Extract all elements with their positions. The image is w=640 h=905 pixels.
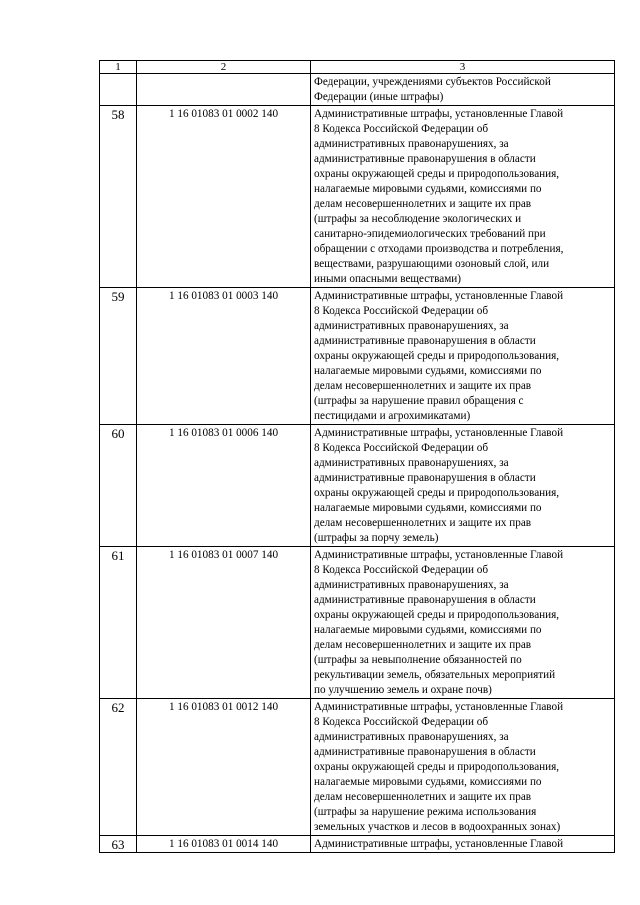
row-description	[311, 547, 615, 699]
table-row	[100, 547, 615, 699]
table-row	[100, 106, 615, 288]
description-line: административные правонарушения в области	[314, 153, 536, 165]
row-number: 60	[100, 425, 137, 547]
description-line: Федерации (иные штрафы)	[314, 91, 444, 103]
description-line: (штрафы за невыполнение обязанностей по	[314, 654, 522, 666]
row-code: 1 16 01083 01 0007 140	[137, 547, 311, 699]
header-col-1: 1	[100, 61, 137, 74]
description-line: (штрафы за нарушение правил обращения с	[314, 395, 524, 407]
description-line: рекультивации земель, обязательных мероприятий	[314, 669, 556, 681]
description-line: 8 Кодекса Российской Федерации об	[314, 716, 489, 728]
row-number: 61	[100, 547, 137, 699]
description-line: Федерации, учреждениями субъектов Российской	[314, 76, 551, 88]
description-line: Административные штрафы, установленные Главой	[314, 838, 564, 850]
table-row-continuation	[100, 74, 615, 106]
description-line: санитарно-эпидемиологических требований при	[314, 228, 546, 240]
description-line: налагаемые мировыми судьями, комиссиями по	[314, 624, 542, 636]
table-header-row	[100, 61, 615, 74]
description-line: налагаемые мировыми судьями, комиссиями по	[314, 502, 542, 514]
description-line: 8 Кодекса Российской Федерации об	[314, 564, 489, 576]
table-body	[100, 106, 615, 853]
description-line: по улучшению земель и охране почв)	[314, 684, 492, 696]
description-line: Административные штрафы, установленные Главой	[314, 549, 564, 561]
description-line: налагаемые мировыми судьями, комиссиями по	[314, 183, 542, 195]
table-row	[100, 836, 615, 853]
description-line: охраны окружающей среды и природопользования,	[314, 487, 560, 499]
table-row	[100, 425, 615, 547]
row-description	[311, 699, 615, 836]
table-row	[100, 288, 615, 425]
table-row	[100, 699, 615, 836]
description-line: 8 Кодекса Российской Федерации об	[314, 123, 489, 135]
row-number: 59	[100, 288, 137, 425]
description-line: Административные штрафы, установленные Главой	[314, 108, 564, 120]
description-line: охраны окружающей среды и природопользования,	[314, 761, 560, 773]
description-line: 8 Кодекса Российской Федерации об	[314, 305, 489, 317]
row-code	[137, 74, 311, 106]
description-line: Административные штрафы, установленные Главой	[314, 701, 564, 713]
row-code: 1 16 01083 01 0012 140	[137, 699, 311, 836]
description-line: Административные штрафы, установленные Главой	[314, 427, 564, 439]
row-number: 62	[100, 699, 137, 836]
description-line: охраны окружающей среды и природопользования,	[314, 168, 560, 180]
description-line: (штрафы за нарушение режима использования	[314, 806, 537, 818]
row-description	[311, 74, 615, 106]
description-line: охраны окружающей среды и природопользования,	[314, 350, 560, 362]
description-line: Административные штрафы, установленные Главой	[314, 290, 564, 302]
row-description	[311, 106, 615, 288]
description-line: делам несовершеннолетних и защите их прав	[314, 639, 532, 651]
description-line: (штрафы за несоблюдение экологических и	[314, 213, 522, 225]
description-line: иными опасными веществами)	[314, 273, 462, 285]
revenue-codes-table	[99, 60, 615, 853]
description-line: (штрафы за порчу земель)	[314, 532, 439, 544]
description-line: пестицидами и агрохимикатами)	[314, 410, 471, 422]
description-line: делам несовершеннолетних и защите их прав	[314, 517, 532, 529]
description-line: административных правонарушениях, за	[314, 731, 509, 743]
description-line: делам несовершеннолетних и защите их прав	[314, 791, 532, 803]
description-line: административных правонарушениях, за	[314, 457, 509, 469]
row-description	[311, 836, 615, 853]
description-line: делам несовершеннолетних и защите их прав	[314, 198, 532, 210]
description-line: обращении с отходами производства и потребления,	[314, 243, 564, 255]
row-code: 1 16 01083 01 0002 140	[137, 106, 311, 288]
document-page	[99, 60, 614, 853]
row-description	[311, 425, 615, 547]
header-col-2: 2	[137, 61, 311, 74]
row-code: 1 16 01083 01 0014 140	[137, 836, 311, 853]
description-line: административные правонарушения в области	[314, 594, 536, 606]
row-description	[311, 288, 615, 425]
row-number	[100, 74, 137, 106]
description-line: административных правонарушениях, за	[314, 579, 509, 591]
description-line: веществами, разрушающими озоновый слой, или	[314, 258, 550, 270]
description-line: налагаемые мировыми судьями, комиссиями по	[314, 365, 542, 377]
description-line: земельных участков и лесов в водоохранных зонах)	[314, 821, 561, 833]
description-line: административные правонарушения в области	[314, 335, 536, 347]
row-code: 1 16 01083 01 0003 140	[137, 288, 311, 425]
description-line: административных правонарушениях, за	[314, 138, 509, 150]
description-line: административные правонарушения в области	[314, 472, 536, 484]
row-number: 63	[100, 836, 137, 853]
description-line: 8 Кодекса Российской Федерации об	[314, 442, 489, 454]
description-line: охраны окружающей среды и природопользования,	[314, 609, 560, 621]
row-code: 1 16 01083 01 0006 140	[137, 425, 311, 547]
description-line: административные правонарушения в области	[314, 746, 536, 758]
description-line: делам несовершеннолетних и защите их прав	[314, 380, 532, 392]
header-col-3: 3	[311, 61, 615, 74]
row-number: 58	[100, 106, 137, 288]
description-line: административных правонарушениях, за	[314, 320, 509, 332]
description-line: налагаемые мировыми судьями, комиссиями по	[314, 776, 542, 788]
